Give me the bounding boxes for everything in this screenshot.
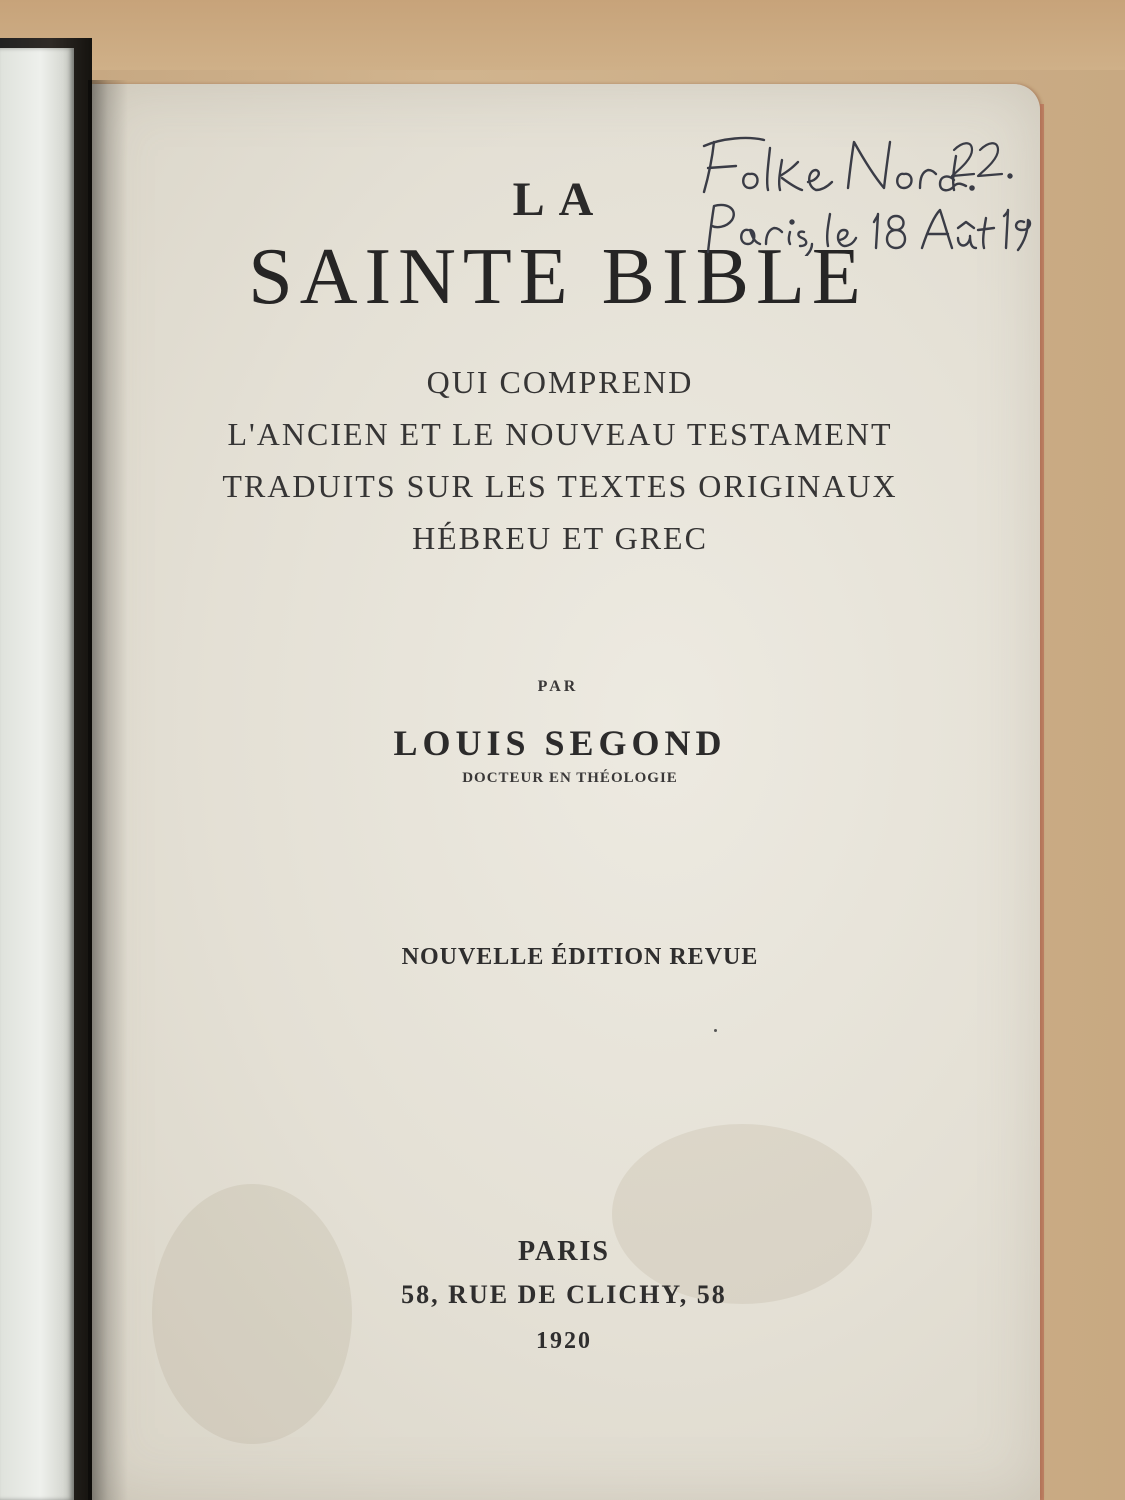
page-edge [1040,104,1044,1500]
title-article: LA [512,173,608,226]
subtitle-line: TRADUITS SUR LES TEXTES ORIGINAUX [222,468,898,504]
ink-speck [714,1029,717,1032]
paper-stain [612,1124,872,1304]
table-surface [0,0,1125,70]
book-title: SAINTE BIBLE [248,233,868,321]
publisher-city: PARIS [518,1236,610,1267]
by-label: PAR [537,678,579,695]
edition-statement: NOUVELLE ÉDITION REVUE [401,944,759,970]
gutter-shadow [88,80,128,1500]
paper-stain [152,1184,352,1444]
subtitle-line: QUI COMPREND [426,364,694,400]
handwritten-signature-tail [950,116,1030,186]
subtitle-line: HÉBREU ET GREC [412,520,708,556]
publication-year: 1920 [536,1328,592,1354]
author-degree: DOCTEUR EN THÉOLOGIE [462,770,678,786]
subtitle-line: L'ANCIEN ET LE NOUVEAU TESTAMENT [227,416,893,452]
author-name: LOUIS SEGOND [393,723,727,763]
publisher-address: 58, RUE DE CLICHY, 58 [401,1280,727,1309]
title-page [92,84,1040,1500]
flyleaf-page [0,48,74,1500]
